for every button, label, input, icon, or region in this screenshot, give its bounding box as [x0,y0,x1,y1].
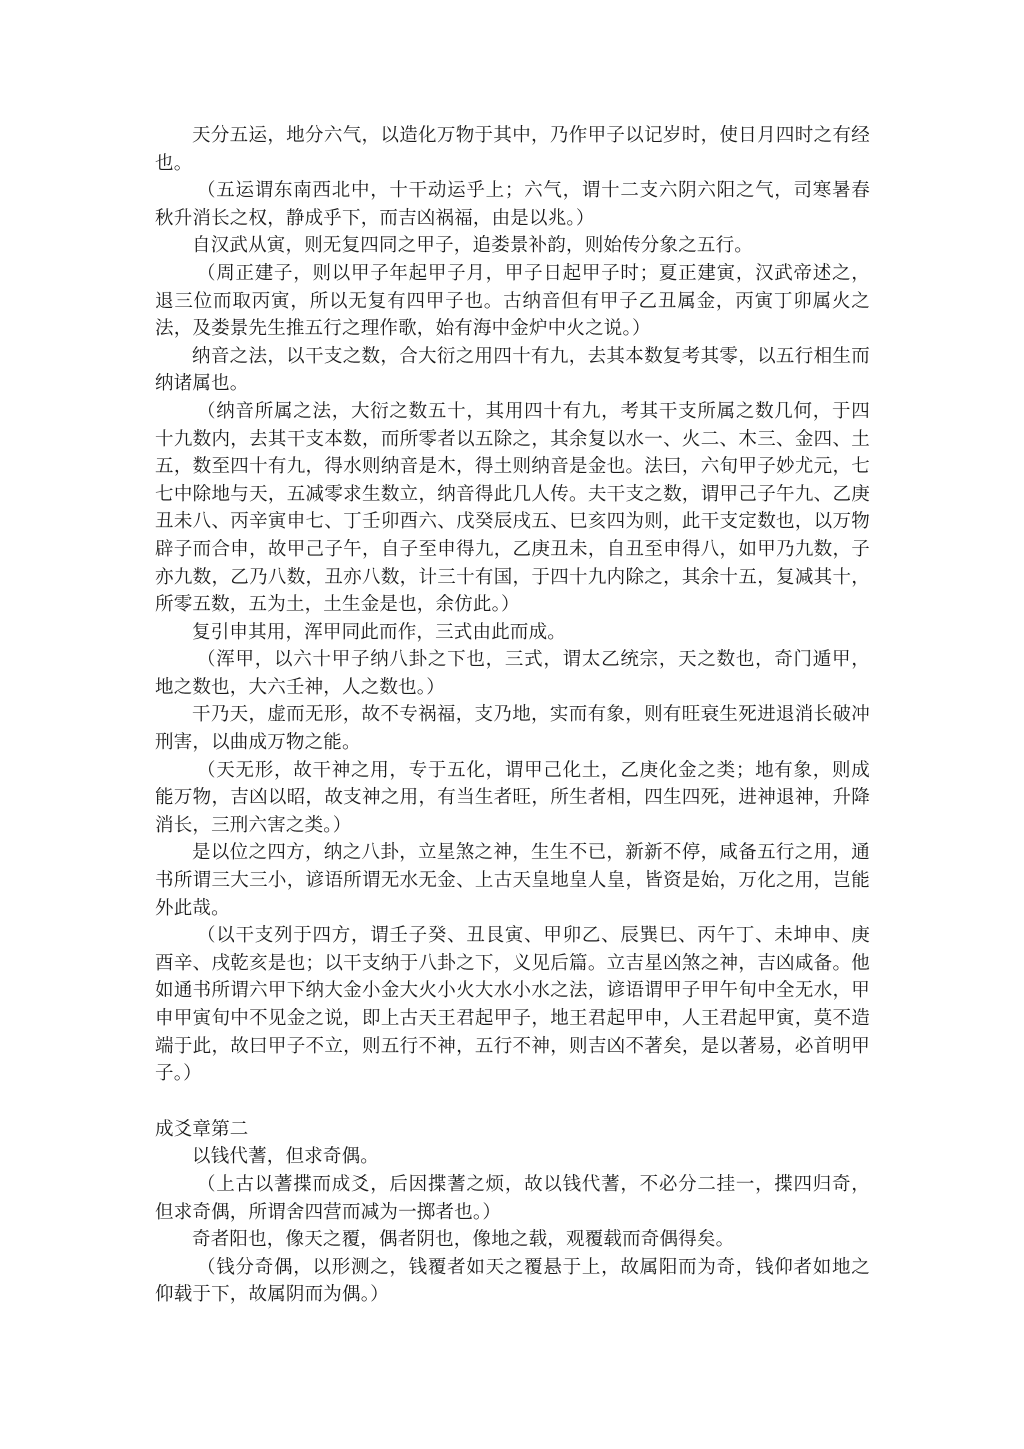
main-text-paragraph: 纳音之法，以干支之数，合大衍之用四十有九，去其本数复考其零，以五行相生而纳诸属也。 [155,345,870,395]
commentary-paragraph: （纳音所属之法，大衍之数五十，其用四十有九，考其干支所属之数几何，于四十九数内，去其干支本数，而所零者以五除之，其余复以水一、火二、木三、金四、土五，数至四十有九，得水则纳音是木，得土则纳音是金也。法曰，六旬甲子妙尤元，七七中除地与天，五减零求生数立，纳音得此几人传。夫干支之数，谓甲己子午九、乙庚丑未八、丙辛寅申七、丁壬卯酉六、戊癸辰戌五、巳亥四为则，此干支定数也，以万物辟子而合申，故甲己子午，自子至申得九，乙庚丑未，自丑至申得八，如甲乃九数，子亦九数，乙乃八数，丑亦八数，计三十有国，于四十九内除之，其余十五，复减其十，所零五数，五为土，土生金是也，余仿此。） [155,400,870,616]
commentary-paragraph: （天无形，故干神之用，专于五化，谓甲己化土，乙庚化金之类；地有象，则成能万物，吉凶以昭，故支神之用，有当生者旺，所生者相，四生四死，进神退神，升降消长，三刑六害之类。） [155,759,870,836]
main-text-paragraph: 干乃天，虚而无形，故不专祸福，支乃地，实而有象，则有旺衰生死进退消长破冲刑害，以曲成万物之能。 [155,704,870,754]
main-text-paragraph: 以钱代蓍，但求奇偶。 [192,1146,380,1168]
commentary-paragraph: （五运谓东南西北中，十干动运乎上；六气，谓十二支六阴六阳之气，司寒暑春秋升消长之权，静成乎下，而吉凶祸福，由是以兆。） [155,180,870,229]
commentary-paragraph: （浑甲，以六十甲子纳八卦之下也，三式，谓太乙统宗，天之数也，奇门遁甲，地之数也，大六壬神，人之数也。） [155,649,870,698]
document-page [155,122,870,1309]
commentary-paragraph: （上古以蓍揲而成爻，后因揲蓍之烦，故以钱代蓍，不必分二挂一，揲四归奇，但求奇偶，所谓舍四营而减为一掷者也。） [155,1173,870,1223]
main-text-paragraph: 天分五运，地分六气，以造化万物于其中，乃作甲子以记岁时，使日月四时之有经也。 [155,125,870,174]
commentary-paragraph: （钱分奇偶，以形测之，钱覆者如天之覆悬于上，故属阳而为奇，钱仰者如地之仰载于下，故属阴而为偶。） [155,1256,870,1306]
commentary-paragraph: （周正建子，则以甲子年起甲子月，甲子日起甲子时；夏正建寅，汉武帝述之，退三位而取丙寅，所以无复有四甲子也。古纳音但有甲子乙丑属金，丙寅丁卯属火之法，及娄景先生推五行之理作歌，始有海中金炉中火之说。） [155,262,870,340]
main-text-paragraph: 是以位之四方，纳之八卦，立星煞之神，生生不已，新新不停，咸备五行之用，通书所谓三大三小，谚语所谓无水无金、上古天皇地皇人皇，皆资是始，万化之用，岂能外此哉。 [155,842,870,919]
main-text-paragraph: 自汉武从寅，则无复四同之甲子，追娄景补韵，则始传分象之五行。 [192,235,754,257]
chapter-heading: 成爻章第二 [155,1118,249,1140]
main-text-paragraph: 复引申其用，浑甲同此而作，三式由此而成。 [192,621,567,643]
commentary-paragraph: （以干支列于四方，谓壬子癸、丑艮寅、甲卯乙、辰巽巳、丙午丁、未坤申、庚酉辛、戌乾亥是也；以干支纳于八卦之下，义见后篇。立吉星凶煞之神，吉凶咸备。他如通书所谓六甲下纳大金小金大火小火大水小水之法，谚语谓甲子甲午旬中全无水，甲申甲寅旬中不见金之说，即上古天王君起甲子，地王君起甲申，人王君起甲寅，莫不造端于此，故曰甲子不立，则五行不神，五行不神，则吉凶不著矣，是以著易，必首明甲子。） [155,925,870,1085]
main-text-paragraph: 奇者阳也，像天之覆，偶者阴也，像地之载，观覆载而奇偶得矣。 [192,1229,735,1251]
